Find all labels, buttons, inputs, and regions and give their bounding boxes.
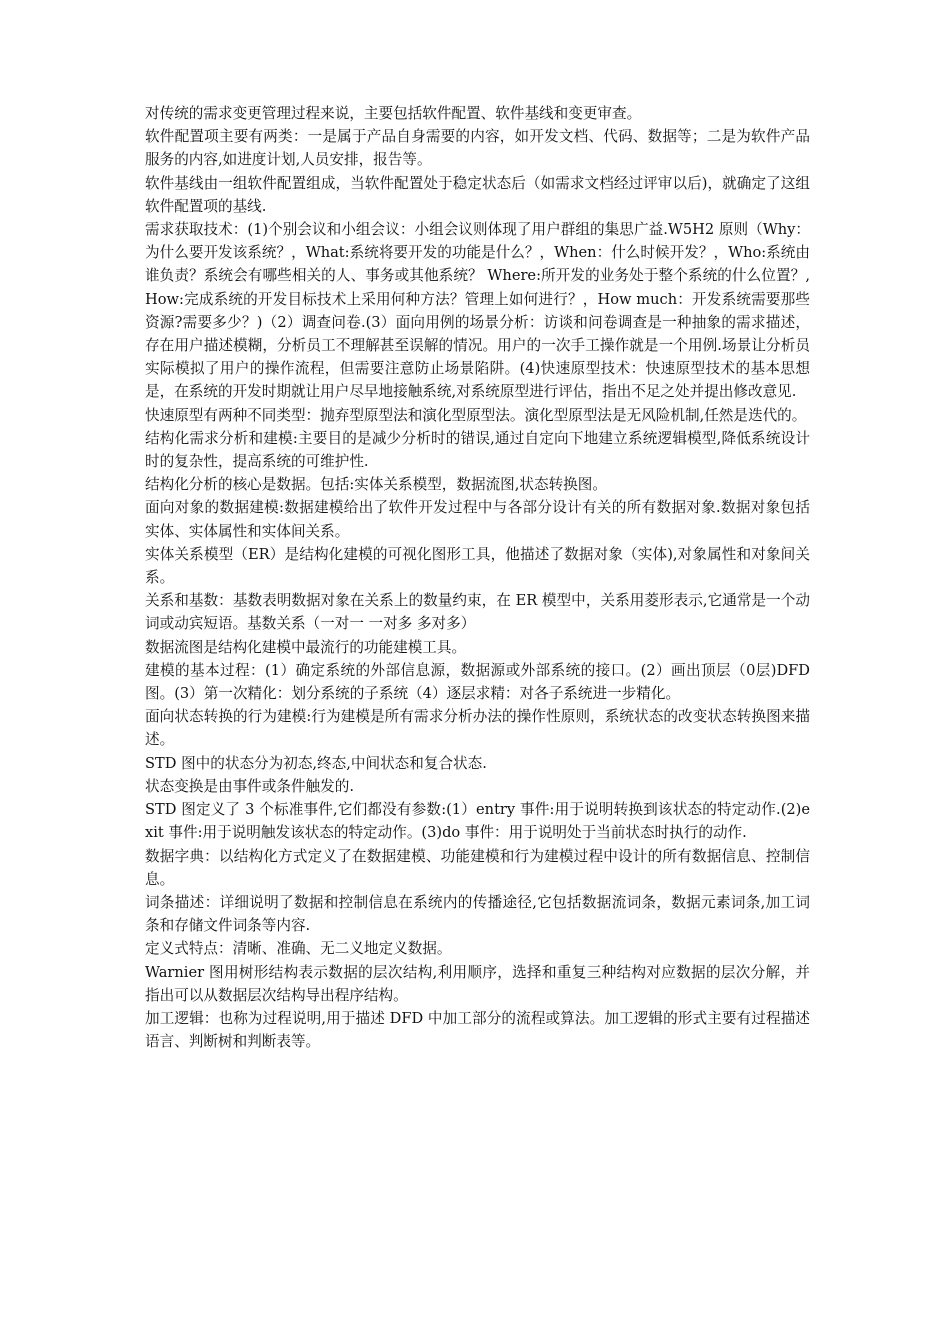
document-body (145, 102, 810, 1053)
paragraph-warnier: Warnier 图用树形结构表示数据的层次结构,利用顺序，选择和重复三种结构对应数据的层次分解，并指出可以从数据层次结构导出程序结构。 (145, 963, 810, 1004)
paragraph-entry-description: 词条描述：详细说明了数据和控制信息在系统内的传播途径,它包括数据流词条，数据元素词条,加工词条和存储文件词条等内容. (145, 893, 810, 935)
paragraph-change-management: 对传统的需求变更管理过程来说，主要包括软件配置、软件基线和变更审查。 (145, 105, 642, 122)
paragraph-process-logic: 加工逻辑：也称为过程说明,用于描述 DFD 中加工部分的流程或算法。加工逻辑的形式主要有过程描述语言、判断树和判断表等。 (145, 1009, 810, 1051)
paragraph-structured-analysis: 结构化需求分析和建模:主要目的是减少分析时的错误,通过自定向下地建立系统逻辑模型,降低系统设计时的复杂性，提高系统的可维护性. (145, 429, 810, 471)
paragraph-data-dictionary: 数据字典：以结构化方式定义了在数据建模、功能建模和行为建模过程中设计的所有数据信息、控制信息。 (145, 847, 810, 888)
paragraph-baseline: 软件基线由一组软件配置组成，当软件配置处于稳定状态后（如需求文档经过评审以后)，就确定了这组软件配置项的基线. (145, 174, 810, 215)
paragraph-rapid-prototype: 快速原型有两种不同类型：抛弃型原型法和演化型原型法。演化型原型法是无风险机制,任然是迭代的。 (145, 406, 807, 424)
paragraph-std-events: STD 图定义了 3 个标准事件,它们都没有参数:(1）entry 事件:用于说明转换到该状态的特定动作.(2)exit 事件:用于说明触发该状态的特定动作。(3)do 事件：用于说明处于当前状态时执行的动作. (145, 801, 810, 842)
paragraph-state-transition: 状态变换是由事件或条件触发的. (145, 777, 354, 795)
paragraph-config-items: 软件配置项主要有两类：一是属于产品自身需要的内容，如开发文档、代码、数据等；二是为软件产品服务的内容,如进度计划,人员安排，报告等。 (145, 128, 810, 169)
paragraph-er-model: 实体关系模型（ER）是结构化建模的可视化图形工具，他描述了数据对象（实体),对象属性和对象间关系。 (145, 545, 810, 587)
paragraph-relationship-cardinality: 关系和基数：基数表明数据对象在关系上的数量约束，在 ER 模型中，关系用菱形表示,它通常是一个动词或动宾短语。基数关系（一对一 一对多 多对多） (145, 592, 810, 633)
paragraph-behavior-modeling: 面向状态转换的行为建模:行为建模是所有需求分析办法的操作性原则，系统状态的改变状态转换图来描述。 (145, 708, 810, 749)
paragraph-definition-features: 定义式特点：清晰、准确、无二义地定义数据。 (145, 940, 452, 958)
paragraph-elicitation-techniques: 需求获取技术：(1)个别会议和小组会议：小组会议则体现了用户群组的集思广益.W5H2 原则（Why：为什么要开发该系统？，What:系统将要开发的功能是什么？，When：什么时候开发？，Who:系统由谁负责？系统会有哪些相关的人、事务或其他系统？ Where:所开发的业务处于整个系统的什么位置？,How:完成系统的开发目标技术上采用何种方法？管理上如何进行？，How much：开发系统需要那些资源?需要多少？)（2）调查问卷.(3）面向用例的场景分析：访谈和问卷调查是一种抽象的需求描述，存在用户描述模糊，分析员工不理解甚至误解的情况。用户的一次手工操作就是一个用例.场景让分析员实际模拟了用户的操作流程，但需要注意防止场景陷阱。(4)快速原型技术：快速原型技术的基本思想是，在系统的开发时期就让用户尽早地接触系统,对系统原型进行评估，指出不足之处并提出修改意见. (145, 221, 810, 401)
paragraph-modeling-process: 建模的基本过程：(1）确定系统的外部信息源，数据源或外部系统的接口。(2）画出顶层（0层)DFD 图。(3）第一次精化：划分系统的子系统（4）逐层求精：对各子系统进一步精化。 (145, 661, 810, 703)
paragraph-data-modeling: 面向对象的数据建模:数据建模给出了软件开发过程中与各部分设计有关的所有数据对象.数据对象包括实体、实体属性和实体间关系。 (145, 499, 810, 540)
paragraph-analysis-core: 结构化分析的核心是数据。包括:实体关系模型，数据流图,状态转换图。 (145, 476, 607, 494)
paragraph-std-states: STD 图中的状态分为初态,终态,中间状态和复合状态. (145, 754, 487, 772)
paragraph-dfd: 数据流图是结构化建模中最流行的功能建模工具。 (145, 638, 467, 656)
